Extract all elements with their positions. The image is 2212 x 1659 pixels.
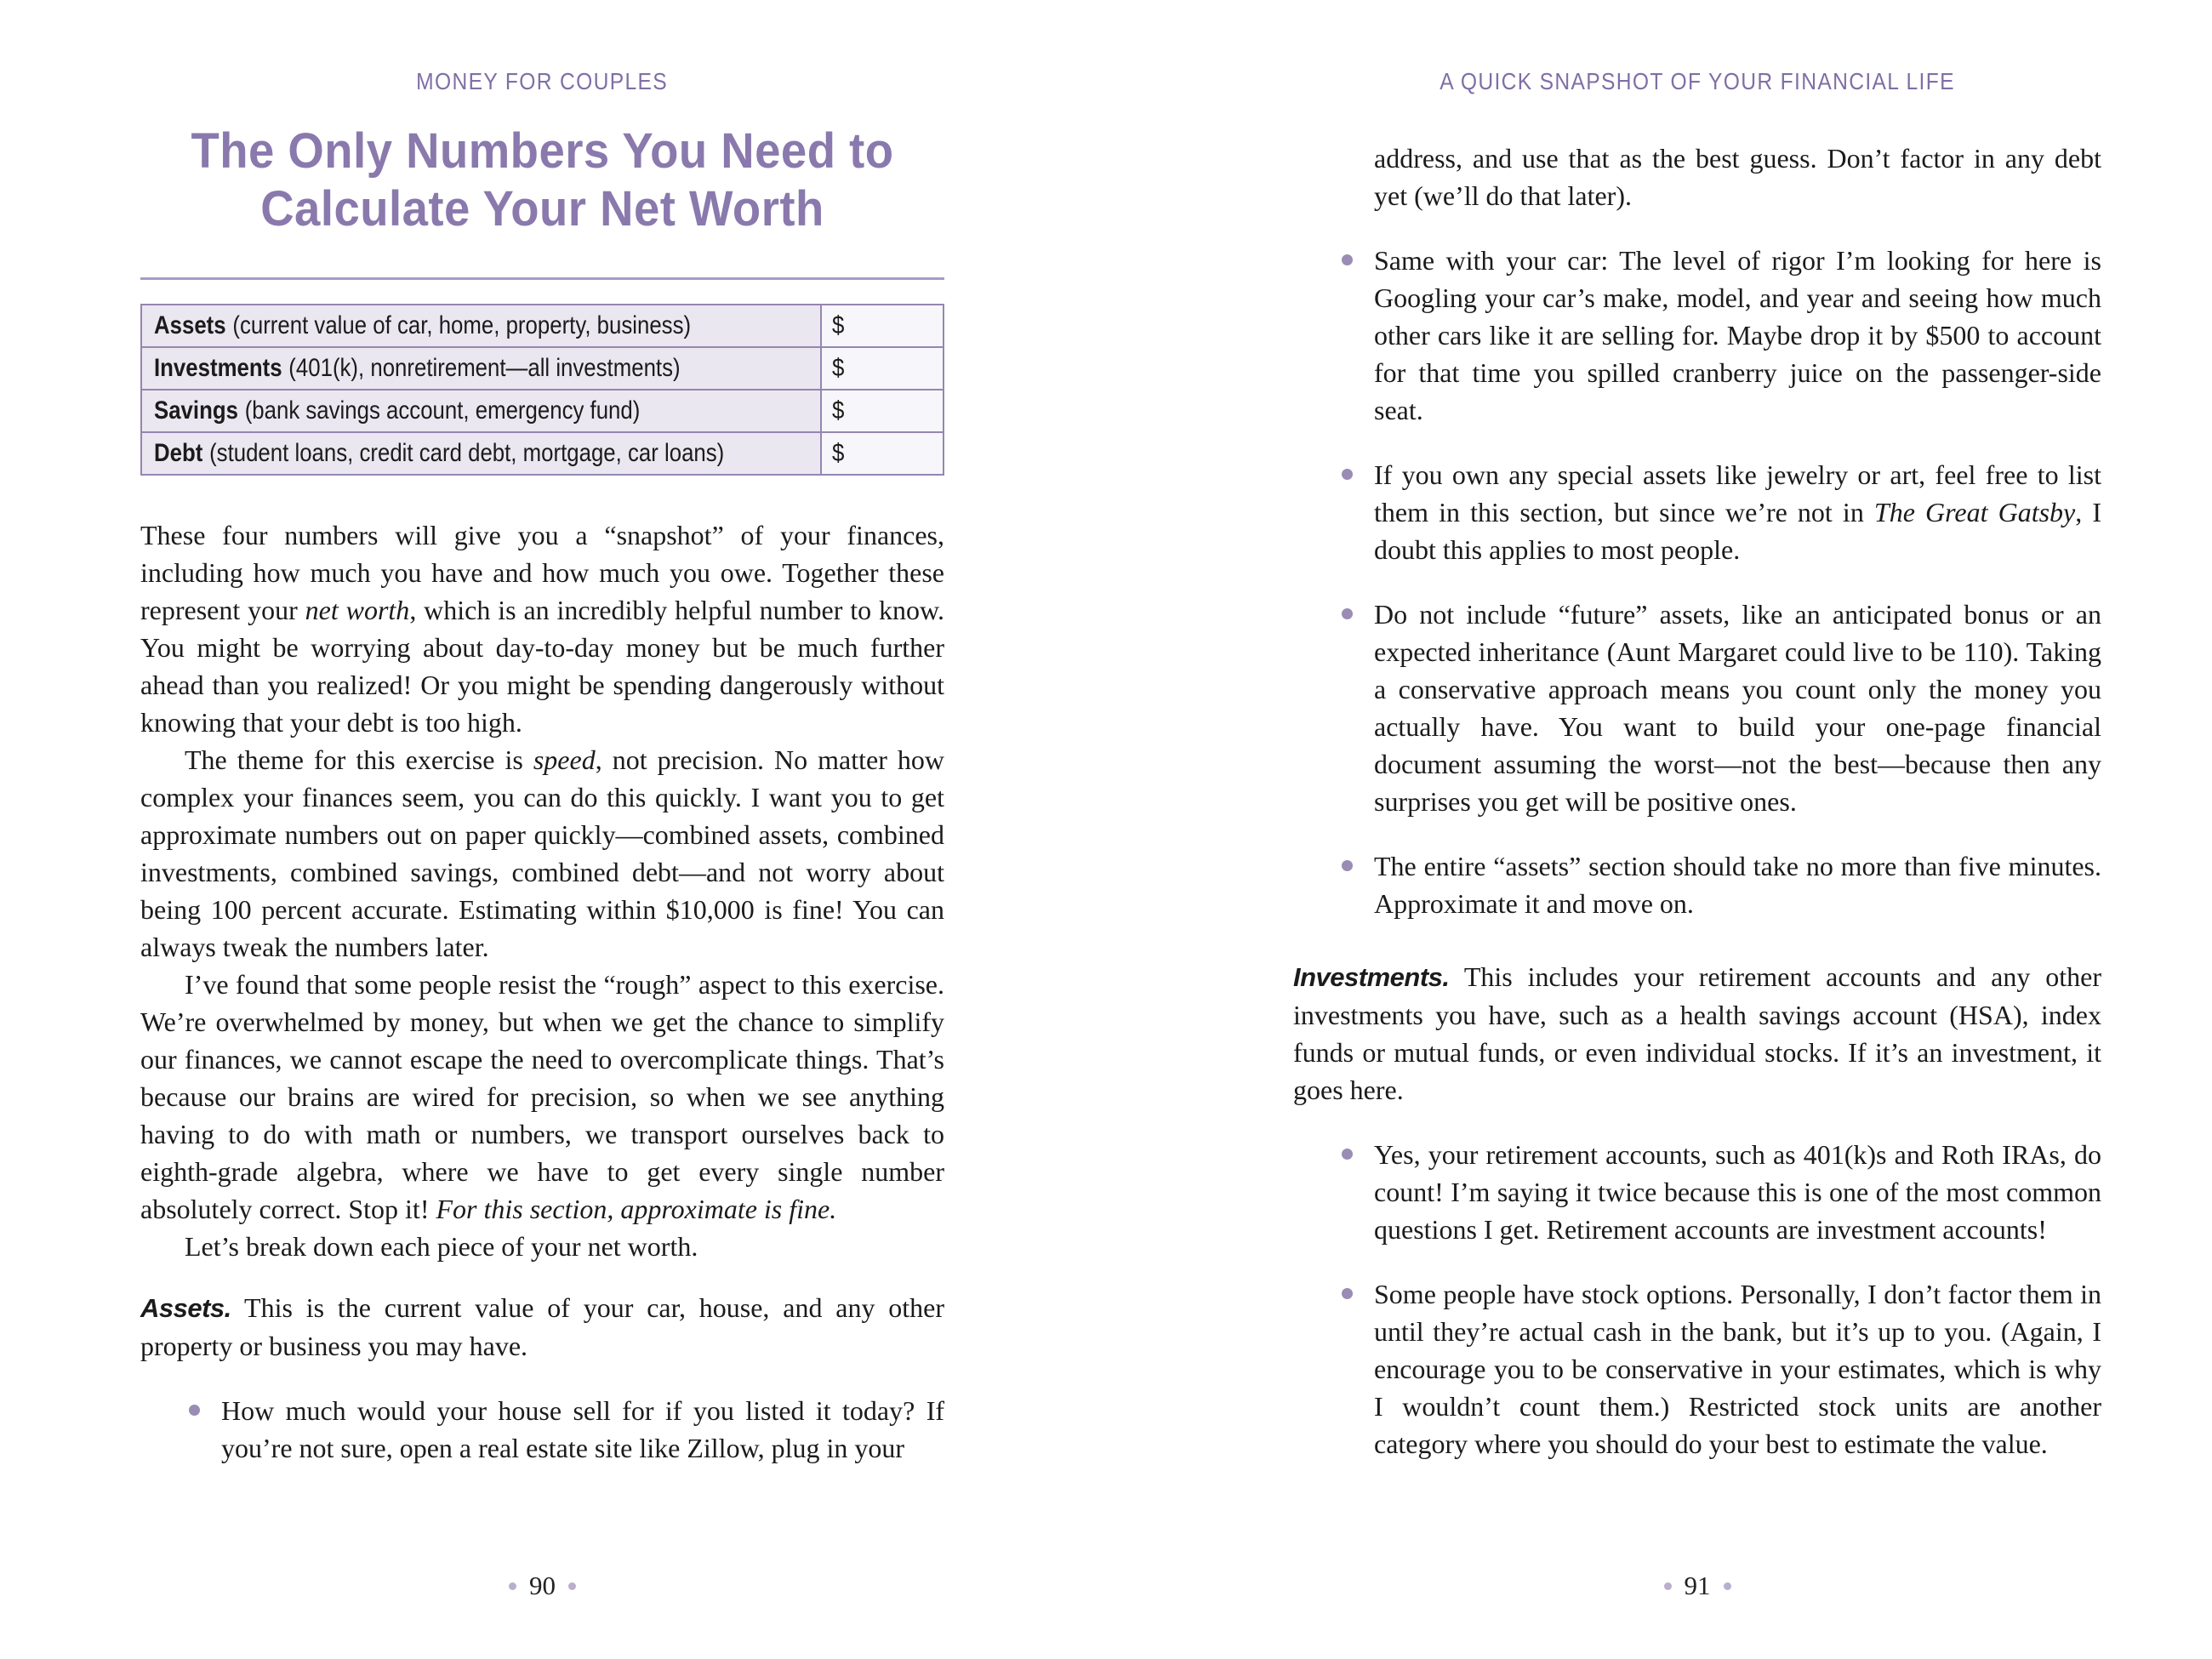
row-label: Investments (154, 354, 282, 382)
emphasis-approximate: For this section, approximate is fine. (436, 1194, 837, 1224)
bullet-item-retirement: Yes, your retirement accounts, such as 401(k)s and Roth IRAs, do count! I’m saying it twice because this is one of the most common questions I get. Retirement accounts are investment accounts! (1293, 1136, 2101, 1248)
page-right (1106, 0, 2212, 1659)
bullet-continuation-address: address, and use that as the best guess. Don’t factor in any debt yet (we’ll do that later). (1374, 143, 2101, 211)
table-value-cell (821, 347, 944, 390)
row-desc: (student loans, credit card debt, mortgage, car loans) (209, 439, 725, 467)
bullet-dot-icon (1342, 608, 1353, 619)
row-desc: (current value of car, home, property, business) (232, 311, 692, 339)
running-head-text: A QUICK SNAPSHOT OF YOUR FINANCIAL LIFE (1440, 68, 1955, 94)
table-label-cell (141, 390, 821, 432)
footer-dot-icon (509, 1582, 516, 1590)
row-value: $ (832, 439, 845, 467)
chapter-title (140, 123, 944, 238)
section-investments: Investments. This includes your retirement accounts and any other investments you have, such as a health savings account (HSA), index funds or mutual funds, or even individual stocks. If it’s an investment, it goes here. (1293, 961, 2101, 1105)
footer-dot-icon (568, 1582, 576, 1590)
row-label: Savings (154, 396, 238, 425)
table-row-assets (141, 305, 944, 347)
page-number: 90 (529, 1571, 556, 1600)
paragraph-snapshot: These four numbers will give you a “snapshot” of your finances, including how much you have and how much you owe. Together these represent your net worth, which is an incredibly helpful number to know. You might be worrying about day-to-day money but be much further ahead than you realized! Or you might be spending dangerously without knowing that your debt is too high. (140, 520, 945, 738)
row-desc: (bank savings account, emergency fund) (244, 396, 641, 425)
table-row-savings (141, 390, 944, 432)
paragraph-speed: The theme for this exercise is speed, not precision. No matter how complex your finances seem, you can do this quickly. I want you to get approximate numbers out on paper quickly—combined assets, combined investments, combined savings, combined debt—and not worry about being 100 percent accurate. Estimating within $10,000 is fine! You can always tweak the numbers later. (140, 744, 945, 962)
row-value: $ (832, 354, 845, 382)
title-line-2: Calculate Your Net Worth (260, 181, 824, 237)
running-head-right (1293, 68, 2101, 99)
bullet-item-house: How much would your house sell for if you listed it today? If you’re not sure, open a real estate site like Zillow, plug in your (140, 1392, 944, 1467)
footer-dot-icon (1724, 1582, 1731, 1590)
table-value-cell (821, 305, 944, 347)
left-text-column (140, 0, 944, 1467)
net-worth-table (140, 304, 944, 476)
row-value: $ (832, 311, 845, 339)
table-label-cell (141, 347, 821, 390)
running-head-left (140, 68, 944, 99)
footer-dot-icon (1664, 1582, 1672, 1590)
section-head-assets: Assets. (140, 1293, 231, 1323)
paragraph-rough: I’ve found that some people resist the “rough” aspect to this exercise. We’re overwhelmed by money, but when we get the chance to simplify our finances, we cannot escape the need to overcomplicate things. That’s because our brains are wired for precision, so when we see anything having to do with math or numbers, we transport ourselves back to eighth-grade algebra, where we have to get every single number absolutely correct. Stop it! For this section, approximate is fine. (140, 969, 944, 1224)
bullet-dot-icon (1342, 860, 1353, 871)
table-value-cell (821, 432, 944, 475)
bullet-dot-icon (1342, 469, 1353, 480)
bullet-item-five-minutes: The entire “assets” section should take no more than five minutes. Approximate it and move on. (1293, 847, 2101, 922)
table-row-debt (141, 432, 944, 475)
bullet-dot-icon (1342, 1149, 1353, 1160)
bullet-dot-icon (189, 1405, 200, 1416)
row-label: Debt (154, 439, 203, 467)
bullet-item-stock-options: Some people have stock options. Personally, I don’t factor them in until they’re actual cash in the bank, but it’s up to you. (Again, I encourage you to be conservative in your estimates, which is why I wouldn’t count them.) Restricted stock units are another category where you should do your best to estimate the value. (1293, 1275, 2101, 1462)
row-value: $ (832, 396, 845, 425)
bullet-item-future-assets: Do not include “future” assets, like an anticipated bonus or an expected inheritance (Aunt Margaret could live to be 110). Taking a conservative approach means you count only the money you actually have. You want to build your one-page financial document assuming the worst—not the best—because then any surprises you get will be positive ones. (1293, 596, 2101, 820)
emphasis-speed: speed (533, 744, 596, 775)
page-footer-left (140, 1571, 944, 1601)
table-value-cell (821, 390, 944, 432)
row-label: Assets (154, 311, 226, 339)
page-number: 91 (1684, 1571, 1711, 1600)
section-head-investments: Investments. (1293, 962, 1450, 992)
table-row-investments (141, 347, 944, 390)
table-label-cell (141, 432, 821, 475)
title-line-1: The Only Numbers You Need to (191, 123, 894, 179)
bullet-dot-icon (1342, 254, 1353, 265)
table-label-cell (141, 305, 821, 347)
right-text-column (1293, 0, 2101, 1462)
page-footer-right (1293, 1571, 2101, 1601)
emphasis-net-worth: net worth (305, 595, 410, 625)
running-head-text: MONEY FOR COUPLES (416, 68, 669, 94)
section-assets: Assets. This is the current value of your car, house, and any other property or business you may have. (140, 1292, 944, 1361)
bullet-item-special-assets: If you own any special assets like jewelry or art, feel free to list them in this section, but since we’re not in The Great Gatsby, I doubt this applies to most people. (1293, 456, 2101, 568)
divider-rule (140, 277, 944, 280)
bullet-dot-icon (1342, 1288, 1353, 1299)
paragraph-breakdown: Let’s break down each piece of your net worth. (185, 1231, 698, 1262)
emphasis-great-gatsby: The Great Gatsby (1873, 497, 2076, 527)
row-desc: (401(k), nonretirement—all investments) (288, 354, 681, 382)
bullet-item-car: Same with your car: The level of rigor I’m looking for here is Googling your car’s make, model, and year and seeing how much other cars like it are selling for. Maybe drop it by $500 to account for that time you spilled cranberry juice on the passenger-side seat. (1293, 242, 2101, 429)
